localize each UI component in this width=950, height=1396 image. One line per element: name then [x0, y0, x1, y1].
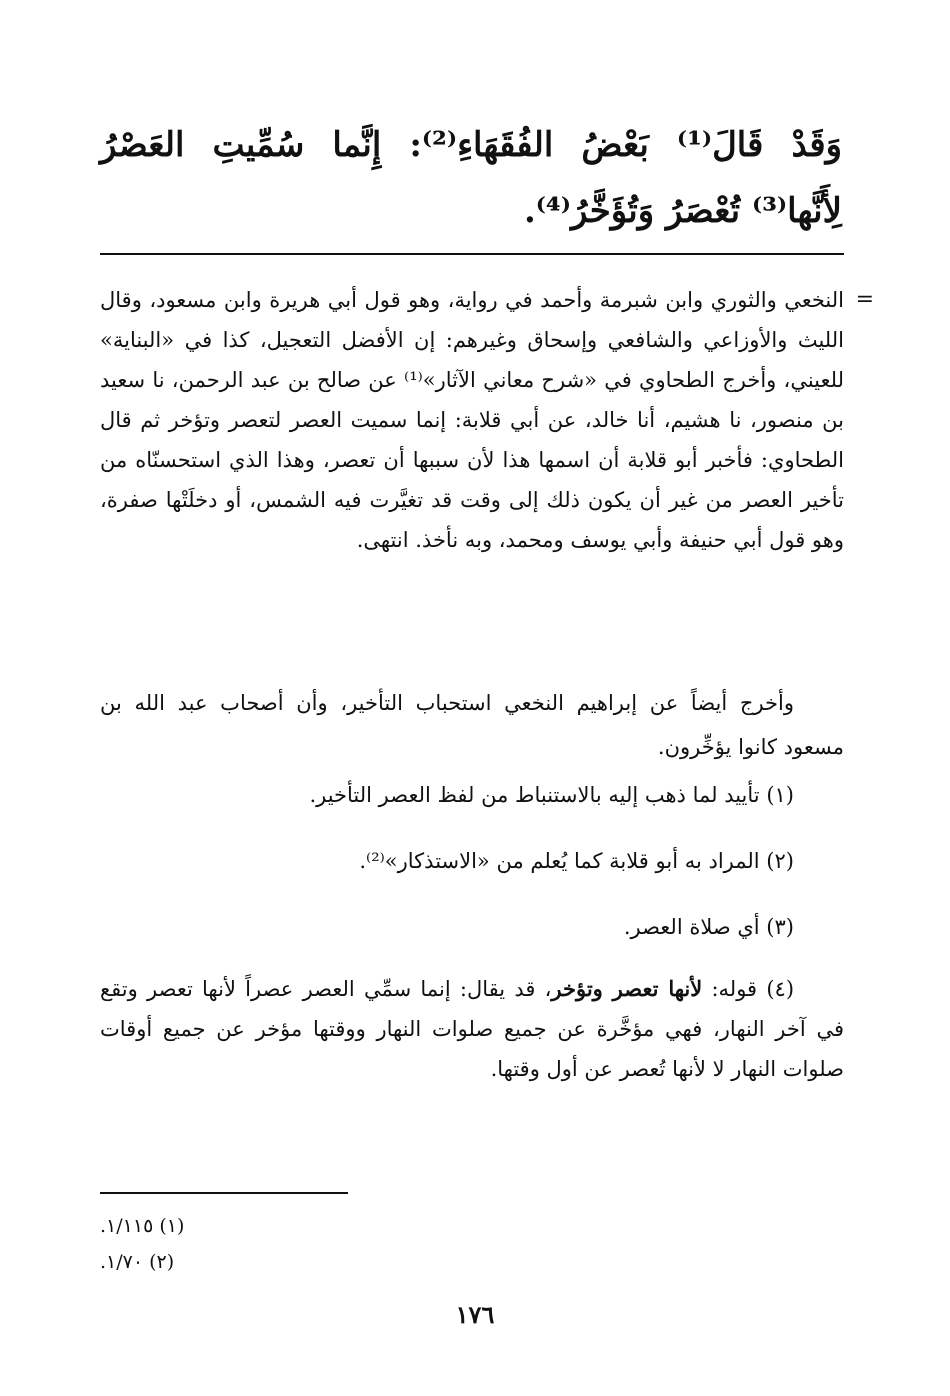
main-text: وَقَدْ قَالَ⁽¹⁾ بَعْضُ الفُقَهَاءِ⁽²⁾: إِنَّما سُمِّيتِ العَصْرُ لِأَنَّها⁽³⁾ تُعْصَرُ وَتُؤَخَّرُ⁽⁴⁾.: [100, 125, 842, 231]
note-4: [100, 969, 844, 1089]
notes-block: [100, 775, 844, 1089]
continuation-marker: =: [855, 287, 874, 312]
footnotes: [100, 1208, 844, 1280]
note-2: (٢) المراد به أبو قلابة كما يُعلم من «الاستذكار»⁽²⁾.: [359, 849, 794, 873]
main-text-divider: [100, 253, 844, 255]
commentary-block: [100, 280, 874, 560]
note-1: (١) تأييد لما ذهب إليه بالاستنباط من لفظ العصر التأخير.: [309, 783, 794, 807]
footnote-divider: [100, 1192, 348, 1194]
note-4-prefix: (٤) قوله:: [702, 977, 795, 1001]
note-4-text: ، قد يقال: إنما سمِّي العصر عصراً لأنها تعصر وتقع في آخر النهار، فهي مؤخَّرة عن جميع صلوات النهار ووقتها مؤخر عن جميع أوقات صلوات النهار لا لأنها تُعصر عن أول وقتها.: [100, 977, 844, 1081]
footnote-1: (١) ١/١١٥.: [100, 1215, 185, 1237]
commentary-paragraph-2: وأخرج أيضاً عن إبراهيم النخعي استحباب التأخير، وأن أصحاب عبد الله بن مسعود كانوا يؤخِّرون.: [100, 691, 844, 759]
commentary-text: النخعي والثوري وابن شبرمة وأحمد في رواية، وهو قول أبي هريرة وابن مسعود، وقال الليث والأوزاعي والشافعي وإسحاق وغيرهم: إن الأفضل التعجيل، كذا في «البناية» للعيني، وأخرج الطحاوي في «شرح معاني الآثار»⁽¹⁾ عن صالح بن عبد الرحمن، نا سعيد بن منصور، نا هشيم، أنا خالد، عن أبي قلابة: إنما سميت العصر لتعصر وتؤخر ثم قال الطحاوي: فأخبر أبو قلابة أن اسمها هذا لأن سببها أن تعصر، وهذا الذي استحسنّاه من تأخير العصر من غير أن يكون ذلك إلى وقت قد تغيَّرت فيه الشمس، أو دخلَتْها صفرة، وهو قول أبي حنيفة وأبي يوسف ومحمد، وبه نأخذ. انتهى.: [100, 288, 844, 552]
page-number: ١٧٦: [455, 1300, 495, 1329]
footnote-2: (٢) ١/٧٠.: [100, 1251, 175, 1273]
note-4-quote: لأنها تعصر وتؤخر: [551, 976, 703, 1001]
note-3: (٣) أي صلاة العصر.: [623, 915, 794, 939]
